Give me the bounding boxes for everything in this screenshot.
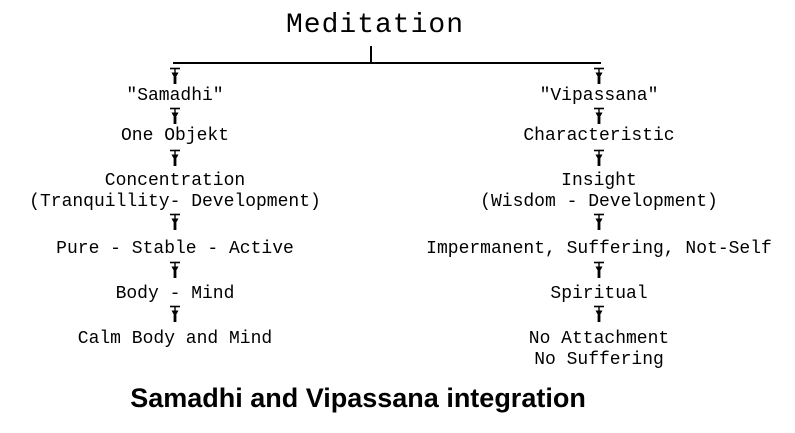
- diagram-title: Meditation: [285, 10, 465, 41]
- branch-connector-line: [173, 62, 601, 64]
- title-connector-line: [370, 46, 372, 63]
- down-arrow-icon: [593, 305, 605, 323]
- node-samadhi: "Samadhi": [126, 86, 224, 106]
- vipassana-column: [419, 67, 779, 371]
- down-arrow-icon: [169, 305, 181, 323]
- down-arrow-icon: [169, 149, 181, 167]
- node-one-objekt: One Objekt: [120, 126, 230, 146]
- node-body-mind: Body - Mind: [115, 284, 235, 304]
- node-concentration-line2: (Tranquillity- Development): [29, 192, 321, 212]
- node-vipassana: "Vipassana": [539, 86, 659, 106]
- node-no-attachment-line1: No Attachment: [528, 329, 670, 349]
- down-arrow-icon: [593, 107, 605, 125]
- node-concentration-line1: Concentration: [104, 171, 246, 191]
- down-arrow-icon: [169, 213, 181, 231]
- down-arrow-icon: [593, 213, 605, 231]
- node-pure-stable-active: Pure - Stable - Active: [56, 239, 294, 259]
- down-arrow-icon: [169, 67, 181, 85]
- node-characteristic: Characteristic: [523, 126, 675, 146]
- node-impermanent-suffering-notself: Impermanent, Suffering, Not-Self: [426, 239, 772, 259]
- down-arrow-icon: [593, 67, 605, 85]
- node-insight: [480, 171, 718, 213]
- down-arrow-icon: [593, 261, 605, 279]
- down-arrow-icon: [169, 261, 181, 279]
- node-no-suffering-line2: No Suffering: [534, 350, 664, 370]
- diagram-caption: Samadhi and Vipassana integration: [130, 383, 586, 413]
- node-spiritual: Spiritual: [550, 284, 648, 304]
- samadhi-column: [0, 67, 355, 350]
- node-calm-body-mind: Calm Body and Mind: [77, 329, 273, 349]
- down-arrow-icon: [593, 149, 605, 167]
- node-insight-line1: Insight: [561, 171, 637, 191]
- node-insight-line2: (Wisdom - Development): [480, 192, 718, 212]
- node-no-attachment-no-suffering: [529, 329, 669, 371]
- down-arrow-icon: [169, 107, 181, 125]
- node-concentration: [29, 171, 321, 213]
